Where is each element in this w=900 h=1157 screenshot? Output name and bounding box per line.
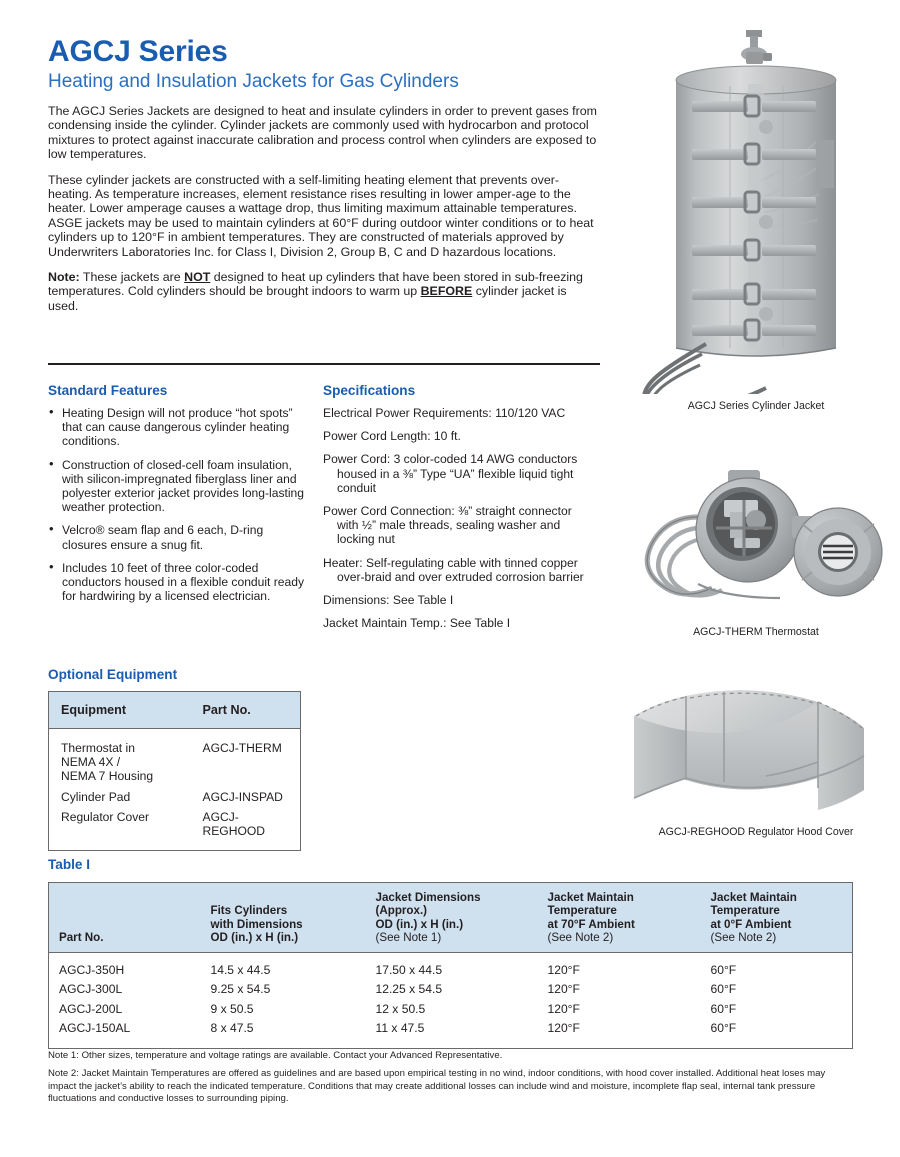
note-emphasis-before: BEFORE	[420, 284, 473, 299]
cell-part-no: AGCJ-350H	[59, 962, 125, 977]
cell-part-no: AGCJ-INSPAD	[202, 789, 283, 804]
list-item: Jacket Maintain Temp.: See Table I	[323, 616, 511, 631]
column-header-maintain-temp-70	[538, 882, 701, 952]
list-item: Heater: Self-regulating cable with tinned copper over-braid and over extruded corrosion barrier	[323, 555, 584, 584]
figure-caption-thermostat: AGCJ-THERM Thermostat	[693, 626, 819, 638]
column-header-note: (See Note 2)	[710, 931, 777, 945]
column-header-title: Jacket Maintain Temperature at 70°F Ambient	[547, 890, 635, 931]
cell-part-no: AGCJ- REGHOOD	[202, 809, 265, 838]
cell-equipment: Regulator Cover	[61, 809, 150, 824]
column-header-title: Jacket Maintain Temperature at 0°F Ambient	[710, 890, 797, 931]
cylinder-valve	[741, 30, 772, 64]
cell-maintain-temp-70: 120°F	[547, 982, 580, 997]
cell-jacket-dimensions: 11 x 47.5	[375, 1021, 425, 1036]
intro-text	[48, 104, 600, 313]
figure-reghood	[620, 668, 892, 838]
note-text-1: These jackets are	[79, 270, 185, 285]
column-header-note: (See Note 2)	[547, 931, 614, 945]
title-block	[48, 36, 608, 92]
page-title: AGCJ Series	[48, 35, 228, 68]
table-row	[49, 1019, 853, 1049]
specifications-section	[323, 384, 591, 639]
list-item: • Heating Design will not produce “hot spots” that can cause dangerous cylinder heating conditions.	[48, 406, 306, 449]
intro-paragraph-2: These cylinder jackets are constructed with a self-limiting heating element that prevents over-heating. As temperature increases, element resistance rises resulting in lower amper-age to the heater. Lower amperage causes a wattage drop, thus limiting maximum attainable temperatures. ASGE jackets may be used to maintain cylinders at 60°F during outdoor winter conditions or to heat cylinders up to 120°F in ambient temperatures. They are constructed of materials approved by Underwriters Laboratories Inc. for Class I, Division 2, Group B, C and D hazardous locations.	[48, 172, 594, 259]
cell-equipment: Thermostat in NEMA 4X / NEMA 7 Housing	[61, 740, 154, 784]
specifications-heading: Specifications	[323, 383, 416, 398]
cell-part-no: AGCJ-300L	[59, 982, 123, 997]
cell-equipment: Cylinder Pad	[61, 789, 131, 804]
table-one	[48, 882, 853, 1049]
hood-right-face	[818, 702, 864, 810]
figure-cylinder-jacket	[620, 22, 892, 412]
table-row	[49, 807, 301, 851]
cell-jacket-dimensions: 12.25 x 54.5	[375, 982, 443, 997]
cell-maintain-temp-70: 120°F	[547, 1001, 580, 1016]
list-item: • Includes 10 feet of three color-coded conductors housed in a flexible conduit ready for hardwiring by a licensed electrician.	[48, 561, 306, 604]
specifications-list	[323, 406, 591, 630]
column-header-note: (See Note 1)	[375, 931, 442, 945]
column-header-title: Fits Cylinders with Dimensions OD (in.) x H (in.)	[210, 904, 303, 945]
list-item: • Construction of closed-cell foam insulation, with silicon-impregnated fiberglass liner and polyester exterior jacket provides long-lasting weather protection.	[48, 458, 306, 515]
table-header-row	[49, 691, 301, 728]
cell-jacket-dimensions: 17.50 x 44.5	[375, 962, 443, 977]
table-row	[49, 952, 853, 980]
optional-equipment-body	[49, 728, 301, 850]
note-text-3: cylinder jacket is used.	[48, 284, 567, 313]
column-header-equipment: Equipment	[49, 691, 191, 728]
cell-fits-cylinders: 8 x 47.5	[210, 1021, 254, 1036]
table-one-heading: Table I	[48, 857, 91, 872]
list-item: Power Cord: 3 color-coded 14 AWG conductors housed in a ⅜” Type “UA” flexible liquid tight conduit	[323, 452, 578, 495]
standard-features-section	[48, 384, 306, 612]
intro-paragraph-1: The AGCJ Series Jackets are designed to heat and insulate cylinders in order to prevent gases from condensing inside the cylinder. Cylinder jackets are commonly used with hydrocarbon and protocol mixtures to protect against inaccurate calibration and process control when cylinders are exposed to low temperatures.	[48, 104, 597, 162]
list-item: Power Cord Connection: ⅜” straight connector with ½” male threads, sealing washer and locking nut	[323, 503, 572, 547]
table-one-section	[48, 858, 853, 1049]
optional-equipment-table	[48, 691, 301, 851]
table-row	[49, 787, 301, 807]
list-item: Power Cord Length: 10 ft.	[323, 429, 461, 444]
cylinder-jacket-image	[620, 22, 892, 394]
column-header-maintain-temp-0	[701, 882, 853, 952]
cell-maintain-temp-0: 60°F	[710, 1021, 737, 1036]
table-row	[49, 980, 853, 1000]
figure-thermostat	[620, 460, 892, 638]
figure-caption-reghood: AGCJ-REGHOOD Regulator Hood Cover	[658, 826, 854, 838]
cell-part-no: AGCJ-THERM	[202, 740, 282, 755]
cell-jacket-dimensions: 12 x 50.5	[375, 1001, 426, 1016]
cell-fits-cylinders: 9 x 50.5	[210, 1001, 254, 1016]
optional-equipment-section	[48, 668, 306, 851]
list-item: Dimensions: See Table I	[323, 592, 454, 607]
cell-maintain-temp-0: 60°F	[710, 982, 737, 997]
cell-maintain-temp-70: 120°F	[547, 1021, 580, 1036]
thermostat-image	[620, 460, 892, 620]
footnotes	[48, 1050, 853, 1112]
cell-maintain-temp-0: 60°F	[710, 1001, 737, 1016]
column-header-fits-cylinders	[201, 882, 366, 952]
column-header-part-no: Part No.	[191, 691, 301, 728]
list-item: Electrical Power Requirements: 110/120 VAC	[323, 405, 566, 420]
standard-features-list	[48, 406, 306, 603]
table-row	[49, 999, 853, 1019]
table-row	[49, 728, 301, 786]
footnote-1: Note 1: Other sizes, temperature and voltage ratings are available. Contact your Advanced Representative.	[48, 1050, 503, 1061]
table-header-row	[49, 882, 853, 952]
figure-caption-cylinder-jacket: AGCJ Series Cylinder Jacket	[687, 400, 825, 412]
note-text-2: designed to heat up cylinders that have been stored in sub-freezing temperatures. Cold cylinders should be brought indoors to warm up	[48, 270, 583, 299]
cell-part-no: AGCJ-200L	[59, 1001, 123, 1016]
note-label: Note:	[48, 270, 80, 285]
intro-note	[48, 270, 600, 313]
cell-maintain-temp-0: 60°F	[710, 962, 737, 977]
footnote-2: Note 2: Jacket Maintain Temperatures are offered as guidelines and are based upon empirical testing in no wind, indoor conditions, with hood cover installed. Additional heat loses may impact the jacket’s ability to reach the indicated temperature. Conditions that may create additional losses can include wind and moisture, incomplete flap seal, internal tank pressure fluctuations and conductive losses to surrounding piping.	[48, 1068, 826, 1105]
page-subtitle: Heating and Insulation Jackets for Gas Cylinders	[48, 70, 459, 92]
column-header-part-no	[49, 882, 201, 952]
cell-maintain-temp-70: 120°F	[547, 962, 580, 977]
table-one-body	[49, 952, 853, 1048]
standard-features-heading: Standard Features	[48, 383, 168, 398]
note-emphasis-not: NOT	[184, 270, 211, 285]
cell-fits-cylinders: 14.5 x 44.5	[210, 962, 271, 977]
list-item: • Velcro® seam flap and 6 each, D-ring closures ensure a snug fit.	[48, 523, 306, 551]
section-divider-rule	[48, 363, 600, 365]
optional-equipment-heading: Optional Equipment	[48, 667, 178, 682]
cell-fits-cylinders: 9.25 x 54.5	[210, 982, 271, 997]
thermostat-cover	[794, 508, 882, 596]
column-header-title: Part No.	[59, 931, 104, 945]
cell-part-no: AGCJ-150AL	[59, 1021, 131, 1036]
column-header-title: Jacket Dimensions (Approx.) OD (in.) x H (in.)	[375, 890, 481, 931]
reghood-image	[620, 668, 892, 820]
column-header-jacket-dimensions	[366, 882, 538, 952]
